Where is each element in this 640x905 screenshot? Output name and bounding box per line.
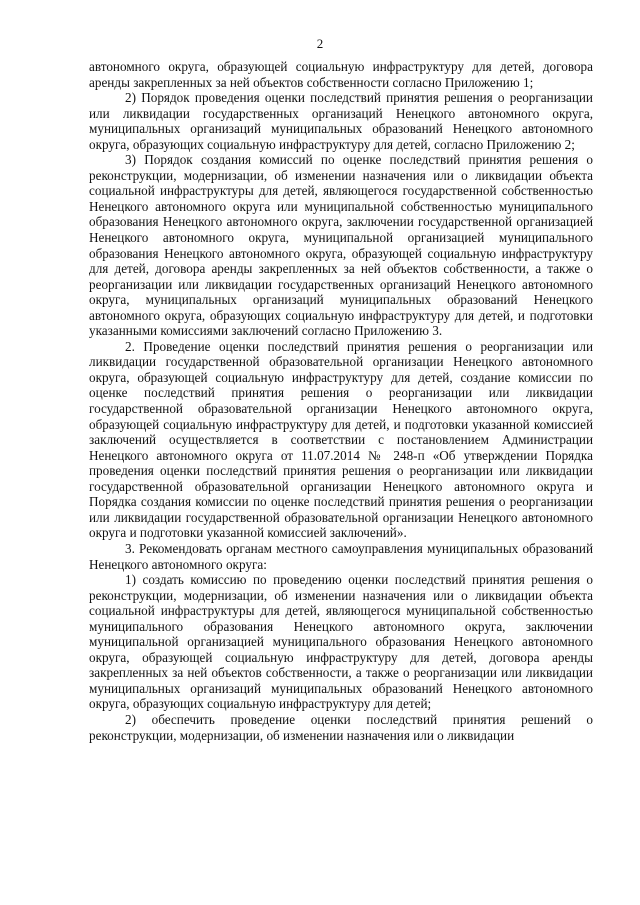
paragraph-subitem-2: 2) обеспечить проведение оценки последствий принятия решений о реконструкции, модернизации, об изменении назначения или о ликвидации bbox=[89, 711, 593, 743]
paragraph-section-3: 3. Рекомендовать органам местного самоуправления муниципальных образований Ненецкого автономного округа: bbox=[89, 540, 593, 572]
page-number: 2 bbox=[316, 36, 324, 51]
document-body bbox=[89, 59, 593, 743]
paragraph-item-3: 3) Порядок создания комиссий по оценке последствий принятия решения о реконструкции, модернизации, об изменении назначения или о ликвидации объекта социальной инфраструктуры для детей, являющегося государственной собственностью Ненецкого автономного округа или муниципальной собственностью муниципального образования Ненецкого автономного округа, заключении государственной организацией Ненецкого автономного округа, муниципальной организацией муниципального образования Ненецкого автономного округа, образующей социальную инфраструктуру для детей, договора аренды закрепленных за ней объектов собственности, а также о реорганизации или ликвидации государственных организаций Ненецкого автономного округа, муниципальных организаций муниципальных образований Ненецкого автономного округа, образующих социальную инфраструктуру для детей, и подготовки указанными комиссиями заключений согласно Приложению 3. bbox=[89, 152, 593, 339]
paragraph-subitem-1: 1) создать комиссию по проведению оценки последствий принятия решения о реконструкции, модернизации, об изменении назначения или о ликвидации объекта социальной инфраструктуры для детей, являющегося муниципальной собственностью муниципального образования Ненецкого автономного округа, заключении муниципальной организацией муниципального образования Ненецкого автономного округа, образующей социальную инфраструктуру для детей, договора аренды закрепленных за ней объектов собственности, а также о реорганизации или ликвидации муниципальных организаций муниципальных образований Ненецкого автономного округа, образующих социальную инфраструктуру для детей; bbox=[89, 572, 593, 712]
paragraph-item-2: 2) Порядок проведения оценки последствий принятия решения о реорганизации или ликвидации государственных организаций Ненецкого автономного округа, муниципальных организаций муниципальных образований Ненецкого автономного округа, образующих социальную инфраструктуру для детей, согласно Приложению 2; bbox=[89, 90, 593, 152]
paragraph-continuation: автономного округа, образующей социальную инфраструктуру для детей, договора аренды закрепленных за ней объектов собственности согласно Приложению 1; bbox=[89, 59, 593, 90]
paragraph-section-2: 2. Проведение оценки последствий принятия решения о реорганизации или ликвидации государственной образовательной организации Ненецкого автономного округа, образующей социальную инфраструктуру для детей, создание комиссии по оценке последствий принятия решения о реорганизации или ликвидации государственной образовательной организации Ненецкого автономного округа, образующей социальную инфраструктуру для детей, и подготовки указанной комиссией заключений осуществляется в соответствии с постановлением Администрации Ненецкого автономного округа от 11.07.2014 № 248-п «Об утверждении Порядка проведения оценки последствий принятия решения о реорганизации или ликвидации государственной образовательной организации Ненецкого автономного округа и Порядка создания комиссии по оценке последствий принятия решения о реорганизации или ликвидации государственной образовательной организации Ненецкого автономного округа и подготовки указанной комиссией заключений». bbox=[89, 338, 593, 541]
